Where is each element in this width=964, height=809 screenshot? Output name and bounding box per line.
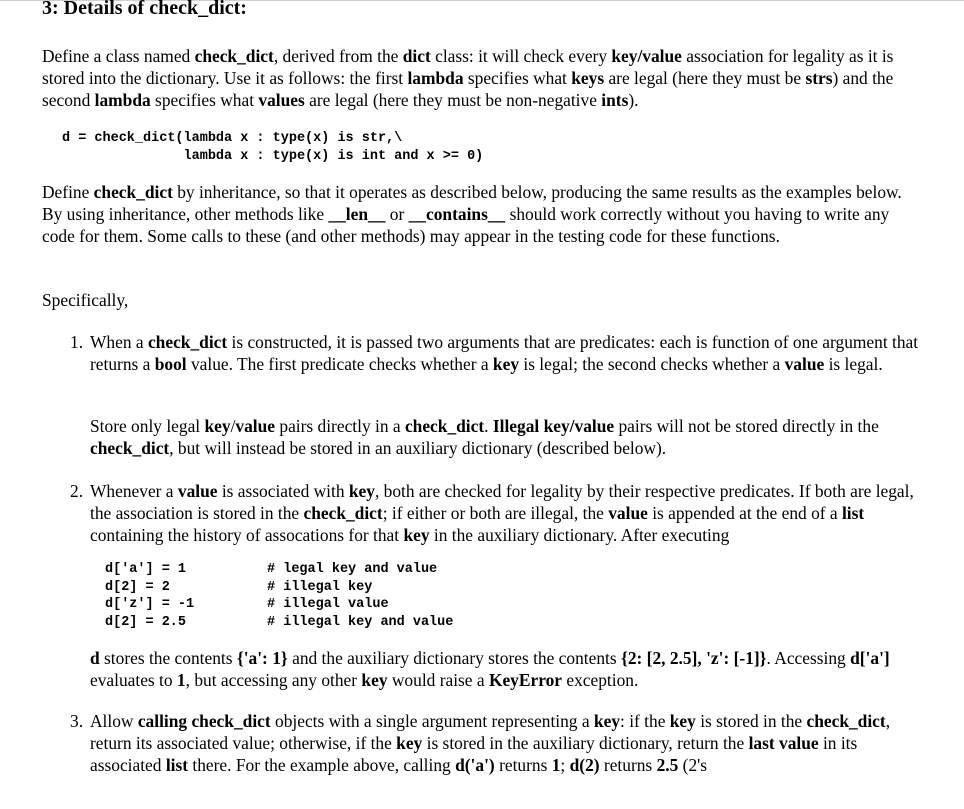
item3a-run-21: 2.5: [656, 755, 679, 775]
item2a-run-2: is associated with: [217, 481, 349, 501]
constructor-code-block: d = check_dict(lambda x : type(x) is str,\ lambda x : type(x) is int and x >= 0): [62, 131, 484, 164]
item3a-run-2: objects with a single argument representing a: [270, 711, 594, 731]
p1-run-15: values: [258, 90, 305, 110]
p1-run-3: dict: [402, 46, 431, 66]
item2a-run-10: containing the history of assocations for that: [90, 525, 404, 545]
item2b-run-0: d: [90, 648, 100, 668]
item2-paragraph: [90, 480, 920, 546]
item3a-run-18: ;: [560, 755, 570, 775]
item1a-run-8: is legal.: [824, 354, 883, 374]
p2-run-1: check_dict: [93, 182, 173, 202]
item3a-run-16: returns: [494, 755, 552, 775]
item3a-run-11: last value: [748, 733, 819, 753]
item1b-run-2: /: [230, 416, 236, 436]
item1-paragraph: [90, 331, 920, 375]
p1-run-16: are legal (here they must be non-negative: [304, 90, 602, 110]
item2-result-paragraph: [90, 647, 920, 691]
item3a-run-9: key: [396, 733, 423, 753]
inheritance-paragraph: [42, 181, 922, 247]
item2a-run-0: Whenever a: [90, 481, 178, 501]
p1-run-5: key/value: [611, 46, 682, 66]
item3a-run-1: calling check_dict: [137, 711, 271, 731]
item2a-run-7: value: [608, 503, 648, 523]
item2b-run-6: d['a']: [850, 648, 890, 668]
item3a-run-15: d('a'): [455, 755, 495, 775]
item2b-run-13: exception.: [562, 670, 639, 690]
item2a-run-3: key: [348, 481, 375, 501]
specifically-paragraph: [42, 289, 922, 311]
list-number-2: 2.: [70, 481, 84, 501]
item2b-run-12: KeyError: [488, 670, 563, 690]
item1a-run-6: is legal; the second checks whether a: [519, 354, 785, 374]
item1b-run-0: Store only legal: [90, 416, 205, 436]
item2a-run-6: ; if either or both are illegal, the: [382, 503, 609, 523]
item2a-run-1: value: [177, 481, 218, 501]
item3a-run-13: list: [165, 755, 189, 775]
p1-run-12: ) and the second: [42, 68, 894, 110]
item1-storage-paragraph: [90, 415, 920, 459]
p1-run-0: Define a class named: [42, 46, 195, 66]
item1b-run-3: value: [235, 416, 276, 436]
p1-run-7: lambda: [407, 68, 464, 88]
p1-run-2: , derived from the: [273, 46, 403, 66]
item3a-run-6: is stored in the: [695, 711, 807, 731]
item2a-run-11: key: [403, 525, 430, 545]
item2b-run-2: {'a': 1}: [236, 648, 288, 668]
item3a-run-10: is stored in the auxiliary dictionary, return the: [422, 733, 749, 753]
item2a-run-9: list: [841, 503, 865, 523]
item1a-run-4: value. The first predicate checks whether a: [186, 354, 493, 374]
item3a-run-4: : if the: [620, 711, 670, 731]
item2a-run-12: in the auxiliary dictionary. After executing: [429, 525, 730, 545]
item1a-run-0: When a: [90, 332, 148, 352]
item1b-run-6: .: [484, 416, 493, 436]
item2b-run-4: {2: [2, 2.5], 'z': [-1]}: [620, 648, 767, 668]
p3-run-0: Specifically,: [42, 290, 129, 310]
p2-run-4: or: [385, 204, 409, 224]
item1b-run-8: pairs will not be stored directly in the: [614, 416, 879, 436]
item2b-run-10: key: [361, 670, 388, 690]
item1b-run-10: , but will instead be stored in an auxiliary dictionary (described below).: [169, 438, 667, 458]
list-number-3: 3.: [70, 711, 84, 731]
item2b-run-5: . Accessing: [766, 648, 851, 668]
item3a-run-8: , return its associated value; otherwise, if the: [90, 711, 891, 753]
item1a-run-5: key: [492, 354, 520, 374]
item2a-run-8: is appended at the end of a: [647, 503, 842, 523]
p2-run-3: __len__: [328, 204, 386, 224]
item1a-run-2: is constructed, it is passed two arguments that are predicates: each is function of one argument that returns a: [90, 332, 919, 374]
p2-run-6: should work correctly without you having to write any code for them. Some calls to these (and other methods) may appear in the testing code for these functions.: [42, 204, 890, 246]
item3a-run-7: check_dict: [806, 711, 886, 731]
p1-run-13: lambda: [94, 90, 151, 110]
item2b-run-1: stores the contents: [99, 648, 237, 668]
p1-run-10: are legal (here they must be: [604, 68, 806, 88]
item3a-run-3: key: [593, 711, 621, 731]
item3a-run-22: (2's: [678, 755, 708, 775]
p1-run-4: class: it will check every: [430, 46, 612, 66]
item1b-run-5: check_dict: [404, 416, 485, 436]
item1b-run-7: Illegal key/value: [492, 416, 615, 436]
item2b-run-9: , but accessing any other: [185, 670, 362, 690]
item1a-run-3: bool: [154, 354, 187, 374]
section-heading: 3: Details of check_dict:: [42, 0, 247, 19]
item2b-run-11: would raise a: [387, 670, 489, 690]
item2a-run-5: check_dict: [303, 503, 383, 523]
item1b-run-1: key: [204, 416, 231, 436]
item2b-run-7: evaluates to: [90, 670, 177, 690]
item2b-run-3: and the auxiliary dictionary stores the contents: [287, 648, 621, 668]
item2b-run-8: 1: [176, 670, 186, 690]
p1-run-1: check_dict: [194, 46, 274, 66]
item3a-run-14: there. For the example above, calling: [188, 755, 456, 775]
item3a-run-17: 1: [551, 755, 561, 775]
item3a-run-0: Allow: [90, 711, 138, 731]
p2-run-0: Define: [42, 182, 94, 202]
example-code-block: d['a'] = 1 # legal key and value d[2] = 2 # illegal key d['z'] = -1 # illegal value d[2] = 2.5 # illegal key and value: [105, 562, 454, 630]
item3a-run-19: d(2): [569, 755, 600, 775]
p2-run-2: by inheritance, so that it operates as described below, producing the same results as the examples below. By using inheritance, other methods like: [42, 182, 902, 224]
p1-run-11: strs: [805, 68, 833, 88]
p1-run-8: specifies what: [463, 68, 572, 88]
item1b-run-4: pairs directly in a: [275, 416, 405, 436]
item1a-run-7: value: [784, 354, 825, 374]
p1-run-17: ints: [601, 90, 629, 110]
p1-run-9: keys: [571, 68, 605, 88]
item1a-run-1: check_dict: [147, 332, 228, 352]
p2-run-5: __contains__: [408, 204, 506, 224]
item3a-run-20: returns: [599, 755, 657, 775]
p1-run-14: specifies what: [150, 90, 259, 110]
item3-paragraph: [90, 710, 920, 776]
intro-paragraph: [42, 45, 922, 111]
item3a-run-5: key: [669, 711, 696, 731]
item2a-run-4: , both are checked for legality by their respective predicates. If both are legal, the association is stored in the: [90, 481, 914, 523]
p1-run-18: ).: [628, 90, 639, 110]
p1-run-6: association for legality as it is stored into the dictionary. Use it as follows: the first: [42, 46, 894, 88]
item1b-run-9: check_dict: [90, 438, 170, 458]
item3a-run-12: in its associated: [90, 733, 858, 775]
list-number-1: 1.: [70, 332, 84, 352]
